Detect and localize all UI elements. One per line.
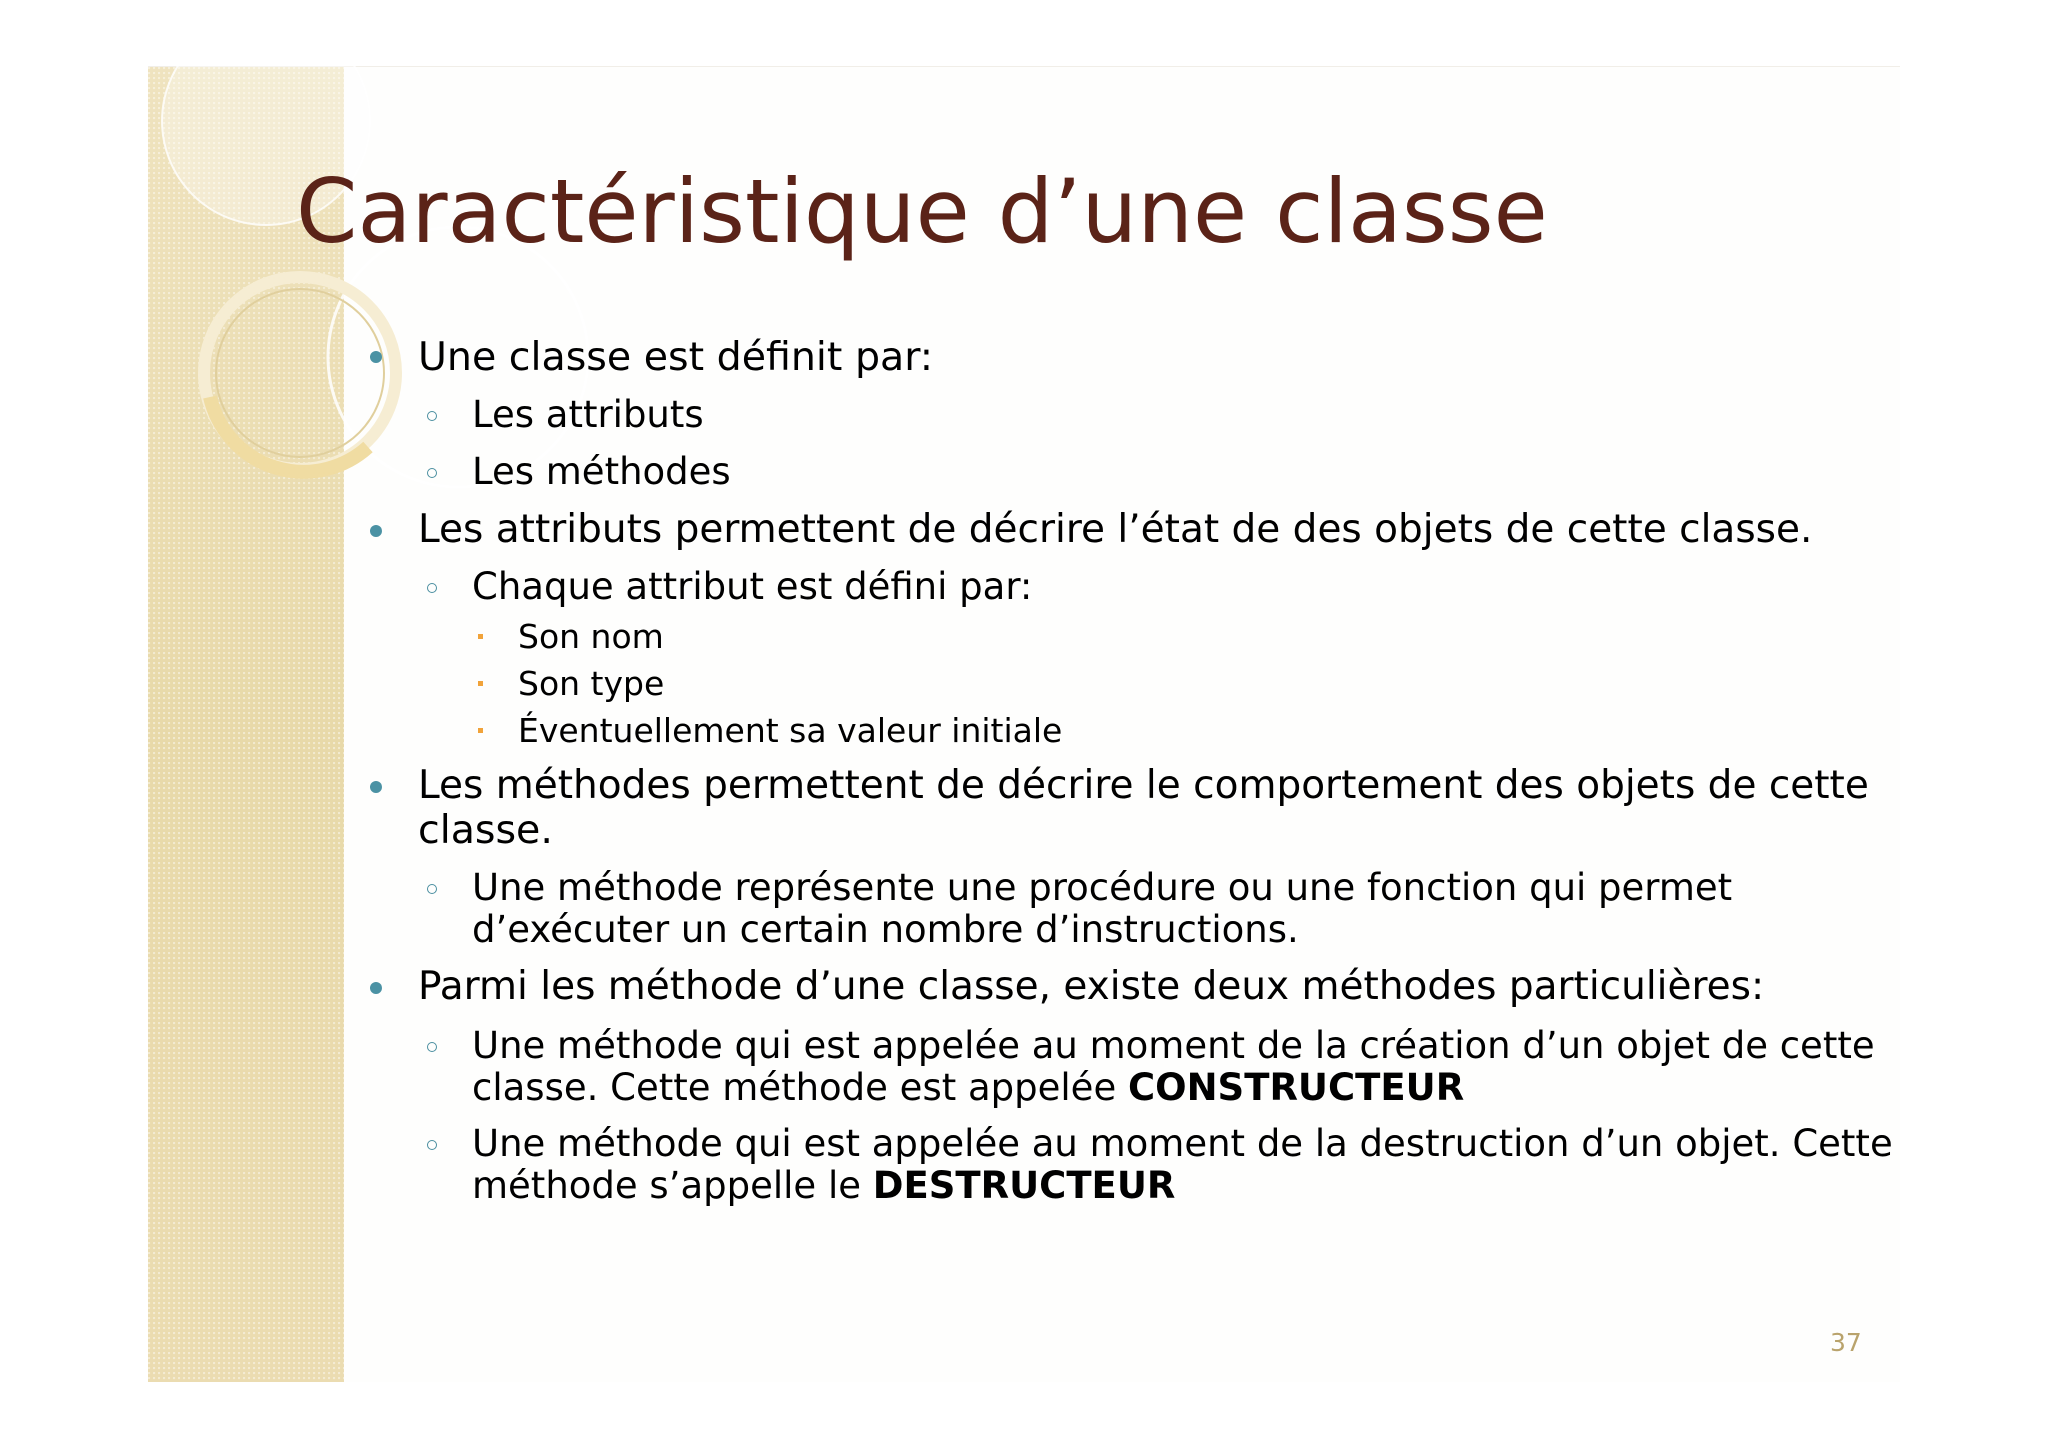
list-item-continuation: d’exécuter un certain nombre d’instructions. <box>472 908 1299 951</box>
bullet-dot-icon <box>370 351 382 363</box>
list-item: Les méthodes permettent de décrire le comportement des objets de cette <box>418 763 1869 808</box>
ring-bullet-icon <box>427 411 437 421</box>
list-item-continuation <box>472 1067 1464 1109</box>
square-bullet-icon <box>478 634 483 639</box>
bullet-dot-icon <box>370 982 382 994</box>
ring-bullet-icon <box>427 1140 437 1150</box>
ring-bullet-icon <box>427 1042 437 1052</box>
list-item-continuation: classe. <box>418 807 553 853</box>
square-bullet-icon <box>478 728 483 733</box>
destructor-text: méthode s’appelle le <box>472 1164 873 1207</box>
list-item: Les méthodes <box>472 450 731 493</box>
list-item: Chaque attribut est défini par: <box>472 565 1033 608</box>
ring-bullet-icon <box>427 884 437 894</box>
list-item: Parmi les méthode d’une classe, existe deux méthodes particulières: <box>418 964 1765 1009</box>
ring-bullet-icon <box>427 468 437 478</box>
constructor-text: classe. Cette méthode est appelée <box>472 1066 1128 1109</box>
list-item: Une classe est définit par: <box>418 334 934 380</box>
list-item: Les attributs permettent de décrire l’état de des objets de cette classe. <box>418 507 1813 552</box>
list-item-continuation <box>472 1165 1175 1207</box>
list-item: Une méthode qui est appelée au moment de la création d’un objet de cette <box>472 1024 1875 1067</box>
square-bullet-icon <box>478 681 483 686</box>
page-number: 37 <box>1830 1328 1862 1357</box>
ring-bullet-icon <box>427 583 437 593</box>
list-item: Une méthode qui est appelée au moment de la destruction d’un objet. Cette <box>472 1122 1893 1165</box>
list-item: Éventuellement sa valeur initiale <box>518 711 1063 750</box>
list-item: Les attributs <box>472 393 704 436</box>
slide-title: Caractéristique d’une classe <box>296 160 1548 263</box>
destructor-keyword: DESTRUCTEUR <box>872 1164 1176 1207</box>
list-item: Son nom <box>518 617 664 656</box>
bullet-dot-icon <box>370 781 382 793</box>
list-item: Une méthode représente une procédure ou une fonction qui permet <box>472 866 1733 909</box>
bullet-dot-icon <box>370 525 382 537</box>
constructor-keyword: CONSTRUCTEUR <box>1127 1066 1465 1109</box>
list-item: Son type <box>518 664 665 703</box>
